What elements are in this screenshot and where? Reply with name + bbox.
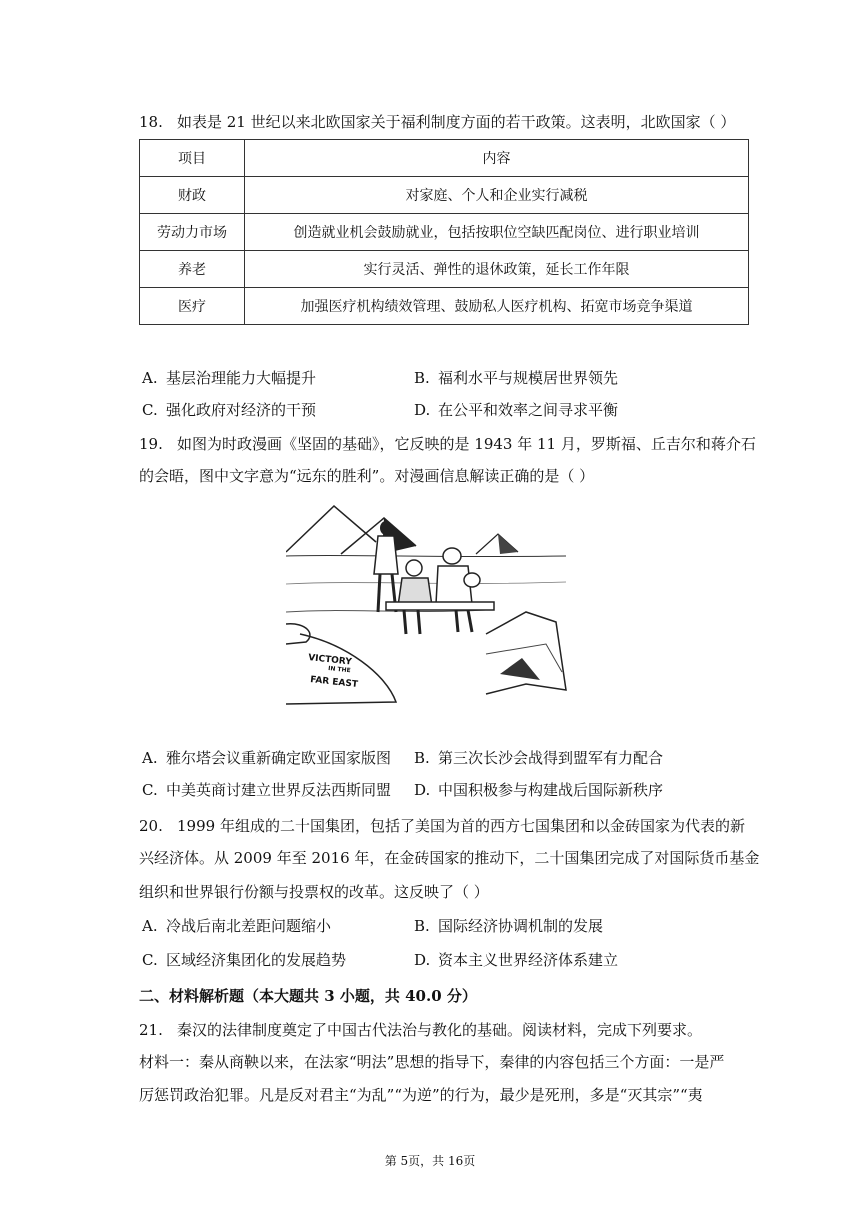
- section-heading: 二、材料解析题（本大题共 3 小题，共 40.0 分）: [139, 987, 477, 1005]
- q18-option-c[interactable]: C. 强化政府对经济的干预: [142, 401, 317, 419]
- table-cell: 财政: [140, 177, 245, 214]
- cartoon-text-line3: FAR EAST: [309, 675, 359, 690]
- q19-option-a[interactable]: A. 雅尔塔会议重新确定欧亚国家版图: [142, 749, 392, 767]
- q18-number: 18.: [139, 113, 163, 131]
- q18-option-a[interactable]: A. 基层治理能力大幅提升: [142, 369, 317, 387]
- q19-stem-text: 如图为时政漫画《坚固的基础》，它反映的是 1943 年 11 月，罗斯福、丘吉尔和蒋介石: [177, 435, 756, 453]
- table-cell: 对家庭、个人和企业实行减税: [245, 177, 749, 214]
- option-text: 雅尔塔会议重新确定欧亚国家版图: [166, 749, 392, 767]
- q19-option-c[interactable]: C. 中美英商讨建立世界反法西斯同盟: [142, 781, 392, 799]
- table-header-cell: 项目: [140, 140, 245, 177]
- cartoon-text-line1: VICTORY: [307, 653, 353, 668]
- table-cell: 医疗: [140, 288, 245, 325]
- option-text: 冷战后南北差距问题缩小: [166, 917, 332, 935]
- q20-number: 20.: [139, 817, 163, 835]
- option-text: 中美英商讨建立世界反法西斯同盟: [166, 781, 392, 799]
- option-text: 基层治理能力大幅提升: [166, 369, 317, 387]
- table-row: [140, 177, 749, 214]
- q18-stem-text: 如表是 21 世纪以来北欧国家关于福利制度方面的若干政策。这表明，北欧国家（ ）: [177, 113, 736, 131]
- q20-option-b[interactable]: B. 国际经济协调机制的发展: [414, 917, 604, 935]
- q20-option-c[interactable]: C. 区域经济集团化的发展趋势: [142, 951, 347, 969]
- q21-stem: [139, 1020, 702, 1040]
- q19-option-d[interactable]: D. 中国积极参与构建战后国际新秩序: [414, 781, 664, 799]
- q20-stem-line2: 兴经济体。从 2009 年至 2016 年，在金砖国家的推动下，二十国集团完成了对国际货币基金: [139, 849, 760, 867]
- option-text: 强化政府对经济的干预: [166, 401, 317, 419]
- q18-option-d[interactable]: D. 在公平和效率之间寻求平衡: [414, 401, 619, 419]
- table-header-row: [140, 140, 749, 177]
- q20-stem-text: 1999 年组成的二十国集团，包括了美国为首的西方七国集团和以金砖国家为代表的新: [177, 817, 745, 835]
- option-text: 在公平和效率之间寻求平衡: [438, 401, 619, 419]
- table-header-cell: 内容: [245, 140, 749, 177]
- q19-stem-line2: 的会晤，图中文字意为“远东的胜利”。对漫画信息解读正确的是（ ）: [139, 467, 595, 485]
- table-cell: 劳动力市场: [140, 214, 245, 251]
- q20-option-d[interactable]: D. 资本主义世界经济体系建立: [414, 951, 619, 969]
- option-text: 资本主义世界经济体系建立: [438, 951, 619, 969]
- table-cell: 创造就业机会鼓励就业，包括按职位空缺匹配岗位、进行职业培训: [245, 214, 749, 251]
- q19-number: 19.: [139, 435, 163, 453]
- q21-material-line1: 材料一：秦从商鞅以来，在法家“明法”思想的指导下，秦律的内容包括三个方面：一是严: [139, 1053, 725, 1071]
- option-text: 第三次长沙会战得到盟军有力配合: [438, 749, 664, 767]
- cartoon-image: [286, 494, 576, 706]
- q21-stem-text: 秦汉的法律制度奠定了中国古代法治与教化的基础。阅读材料，完成下列要求。: [177, 1021, 703, 1039]
- cartoon-text-line2: IN THE: [327, 665, 351, 675]
- q20-stem-line1: [139, 816, 745, 836]
- option-text: 中国积极参与构建战后国际新秩序: [438, 781, 664, 799]
- option-text: 福利水平与规模居世界领先: [438, 369, 619, 387]
- q21-number: 21.: [139, 1021, 163, 1039]
- q18-policy-table: [139, 139, 749, 325]
- table-cell: 加强医疗机构绩效管理、鼓励私人医疗机构、拓宽市场竞争渠道: [245, 288, 749, 325]
- q20-option-a[interactable]: A. 冷战后南北差距问题缩小: [142, 917, 332, 935]
- table-row: [140, 288, 749, 325]
- page-footer: 第 5页，共 16页: [384, 1154, 476, 1168]
- table-row: [140, 251, 749, 288]
- q20-stem-line3: 组织和世界银行份额与投票权的改革。这反映了（ ）: [139, 883, 489, 901]
- table-cell: 实行灵活、弹性的退休政策，延长工作年限: [245, 251, 749, 288]
- option-text: 区域经济集团化的发展趋势: [166, 951, 347, 969]
- q18-stem: [139, 112, 735, 132]
- q18-option-b[interactable]: B. 福利水平与规模居世界领先: [414, 369, 619, 387]
- option-text: 国际经济协调机制的发展: [438, 917, 604, 935]
- q19-stem-line1: [139, 434, 756, 454]
- table-row: [140, 214, 749, 251]
- table-cell: 养老: [140, 251, 245, 288]
- q21-material-line2: 厉惩罚政治犯罪。凡是反对君主“为乱”“为逆”的行为，最少是死刑，多是“灭其宗”“夷: [139, 1086, 703, 1104]
- q19-option-b[interactable]: B. 第三次长沙会战得到盟军有力配合: [414, 749, 664, 767]
